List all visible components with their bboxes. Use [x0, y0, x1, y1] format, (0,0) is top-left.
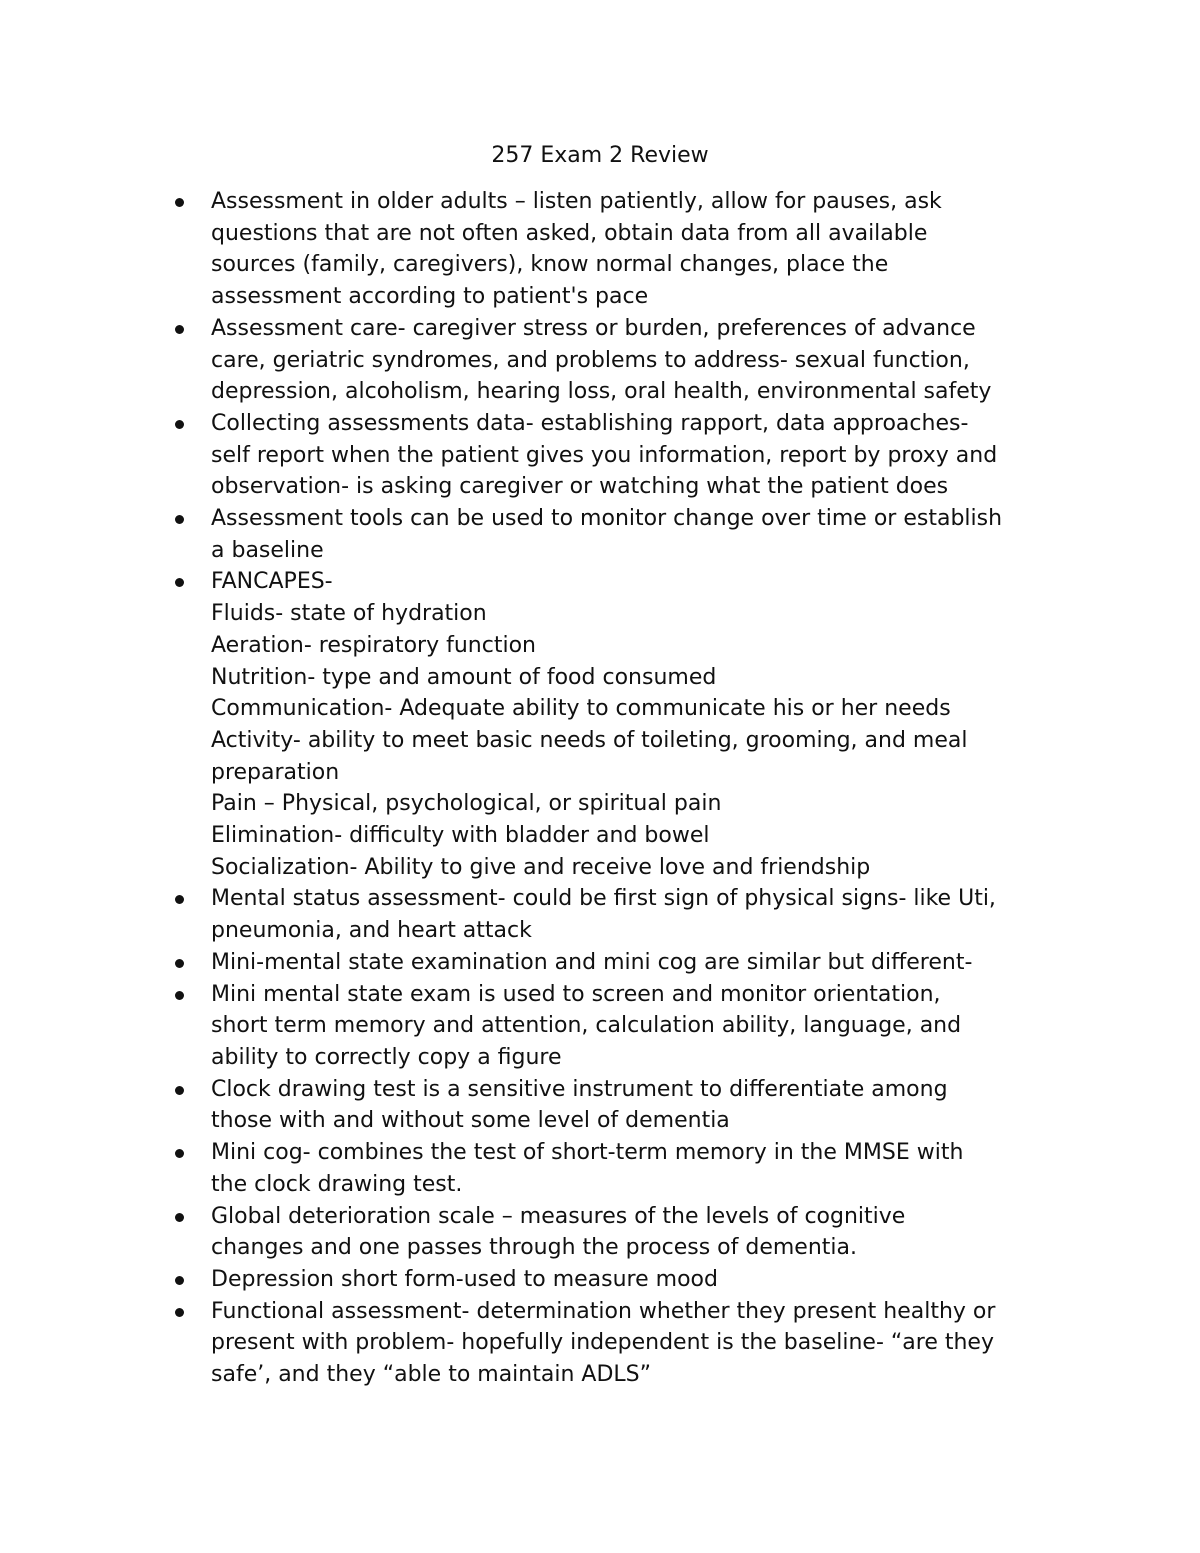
bullet-icon: [175, 1213, 184, 1222]
list-item-line: Elimination- difficulty with bladder and bowel: [211, 823, 710, 849]
list-item-line: Assessment tools can be used to monitor change over time or establish: [211, 506, 1003, 532]
list-item-line: safe’, and they “able to maintain ADLS”: [211, 1362, 651, 1388]
bullet-icon: [175, 1149, 184, 1158]
list-item: [211, 566, 1081, 883]
list-item-line: preparation: [211, 759, 340, 785]
bullet-icon: [175, 895, 184, 904]
list-item: [211, 503, 1081, 566]
list-item: [211, 186, 1081, 313]
list-item-line: Socialization- Ability to give and receive love and friendship: [211, 854, 871, 880]
list-item-line: Mini cog- combines the test of short-term memory in the MMSE with: [211, 1140, 964, 1166]
bullet-icon: [175, 515, 184, 524]
bullet-list: [211, 186, 1081, 1391]
bullet-icon: [175, 198, 184, 207]
list-item: [211, 883, 1081, 946]
bullet-icon: [175, 420, 184, 429]
list-item-line: questions that are not often asked, obtain data from all available: [211, 220, 928, 246]
list-item-line: the clock drawing test.: [211, 1171, 463, 1197]
list-item: [211, 979, 1081, 1074]
list-item-line: Communication- Adequate ability to communicate his or her needs: [211, 696, 951, 722]
bullet-icon: [175, 578, 184, 587]
list-item: [211, 1264, 1081, 1296]
list-item-line: short term memory and attention, calculation ability, language, and: [211, 1013, 962, 1039]
list-item-line: FANCAPES-: [211, 569, 333, 595]
list-item-line: Clock drawing test is a sensitive instrument to differentiate among: [211, 1076, 948, 1102]
list-item-line: Global deterioration scale – measures of the levels of cognitive: [211, 1203, 906, 1229]
page-title: 257 Exam 2 Review: [491, 143, 709, 168]
list-item-line: care, geriatric syndromes, and problems to address- sexual function,: [211, 347, 970, 373]
list-item-line: assessment according to patient's pace: [211, 284, 649, 310]
list-item-line: Mini mental state exam is used to screen and monitor orientation,: [211, 981, 941, 1007]
list-item-line: observation- is asking caregiver or watching what the patient does: [211, 474, 949, 500]
bullet-icon: [175, 959, 184, 968]
list-item-line: Depression short form-used to measure mood: [211, 1266, 718, 1292]
list-item-line: self report when the patient gives you information, report by proxy and: [211, 442, 998, 468]
list-item: [211, 947, 1081, 979]
list-item-line: present with problem- hopefully independent is the baseline- “are they: [211, 1330, 994, 1356]
list-item-line: Aeration- respiratory function: [211, 632, 536, 658]
list-item-line: ability to correctly copy a figure: [211, 1044, 562, 1070]
list-item: [211, 313, 1081, 408]
list-item-line: Pain – Physical, psychological, or spiritual pain: [211, 791, 722, 817]
bullet-icon: [175, 991, 184, 1000]
list-item: [211, 1074, 1081, 1137]
list-item-line: those with and without some level of dementia: [211, 1108, 730, 1134]
list-item-line: Assessment care- caregiver stress or burden, preferences of advance: [211, 315, 976, 341]
list-item-line: Assessment in older adults – listen patiently, allow for pauses, ask: [211, 189, 942, 214]
list-item-line: Collecting assessments data- establishing rapport, data approaches-: [211, 410, 969, 436]
list-item-line: Activity- ability to meet basic needs of toileting, grooming, and meal: [211, 727, 968, 753]
list-item-line: Mental status assessment- could be first sign of physical signs- like Uti,: [211, 886, 996, 912]
bullet-icon: [175, 1308, 184, 1317]
list-item-line: sources (family, caregivers), know normal changes, place the: [211, 252, 889, 278]
list-item-line: Fluids- state of hydration: [211, 601, 487, 627]
list-item: [211, 408, 1081, 503]
list-item-line: pneumonia, and heart attack: [211, 918, 532, 944]
list-item-line: Mini-mental state examination and mini cog are similar but different-: [211, 949, 973, 975]
bullet-icon: [175, 1276, 184, 1285]
list-item-line: a baseline: [211, 537, 324, 563]
list-item-line: depression, alcoholism, hearing loss, oral health, environmental safety: [211, 379, 992, 405]
bullet-icon: [175, 1086, 184, 1095]
list-item: [211, 1201, 1081, 1264]
list-item-line: Functional assessment- determination whether they present healthy or: [211, 1298, 996, 1324]
bullet-icon: [175, 325, 184, 334]
list-item: [211, 1296, 1081, 1391]
list-item-line: changes and one passes through the process of dementia.: [211, 1235, 857, 1261]
list-item: [211, 1137, 1081, 1200]
list-item-line: Nutrition- type and amount of food consumed: [211, 664, 717, 690]
